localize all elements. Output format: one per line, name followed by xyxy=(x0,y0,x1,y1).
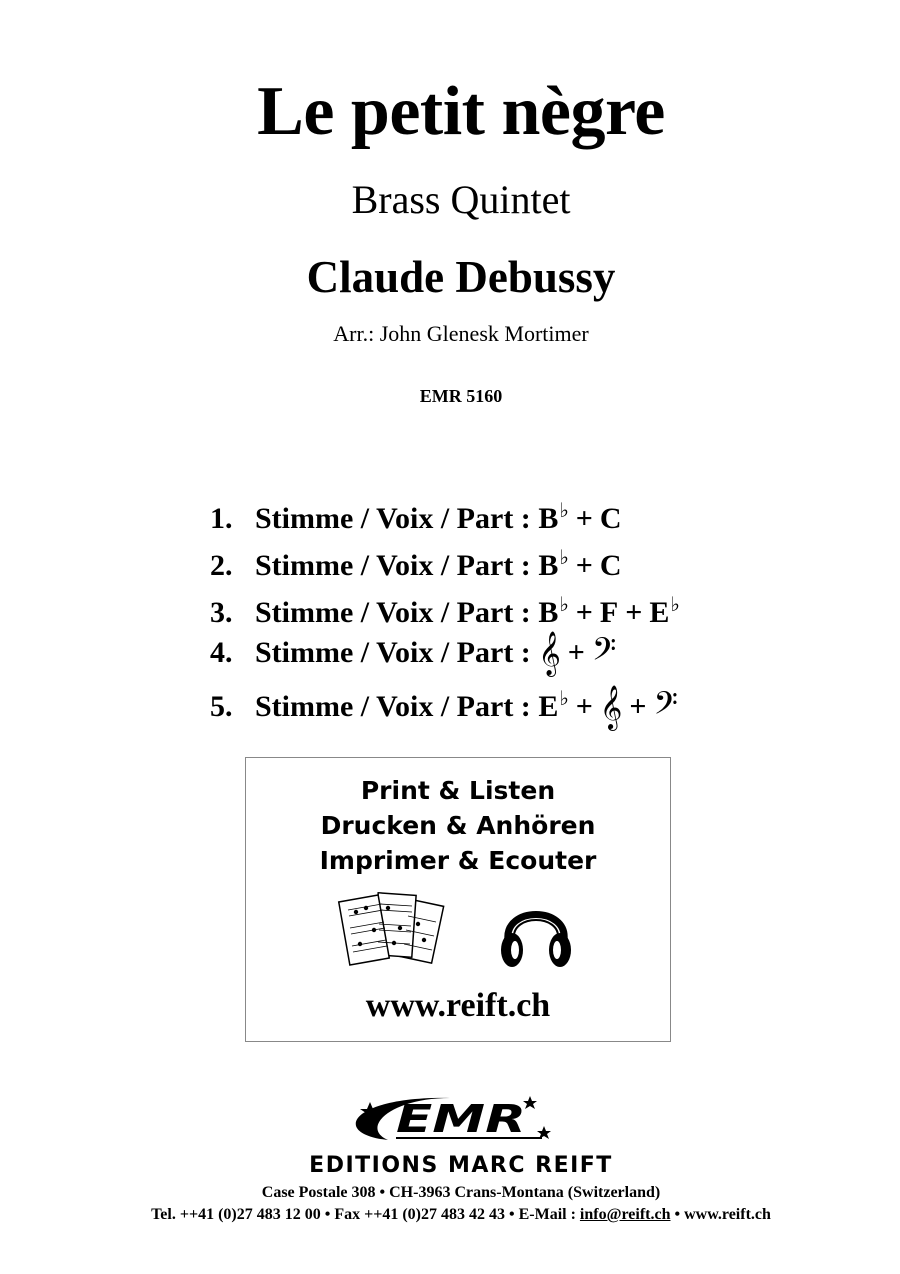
catalog-number: EMR 5160 xyxy=(419,386,503,406)
key-note: E xyxy=(649,596,670,629)
flat-sign-icon: ♭ xyxy=(559,500,569,522)
part-label: Stimme / Voix / Part : xyxy=(255,690,531,723)
composer-name: Claude Debussy xyxy=(306,252,616,302)
part-row xyxy=(210,676,850,729)
piece-title: Le petit nègre xyxy=(257,73,665,150)
promo-line-imprimer-ecouter: Imprimer & Ecouter xyxy=(319,846,597,875)
plus-separator: + xyxy=(625,596,643,629)
ensemble-subtitle: Brass Quintet xyxy=(351,177,571,222)
part-number: 2. xyxy=(210,549,233,582)
contact-email-link[interactable]: info@reift.ch xyxy=(579,1206,671,1223)
plus-separator: + xyxy=(575,690,593,723)
instrument-key xyxy=(538,535,568,589)
flat-sign-icon: ♭ xyxy=(559,594,569,616)
parts-list xyxy=(210,488,850,729)
instrument-key xyxy=(538,582,568,636)
sheet-music-icon xyxy=(336,888,448,972)
bass-clef-icon: 𝄢 xyxy=(591,633,617,675)
arranger-credit: Arr.: John Glenesk Mortimer xyxy=(333,321,589,346)
publisher-name: EDITIONS MARC REIFT xyxy=(309,1153,613,1178)
print-listen-box xyxy=(245,757,671,1042)
promo-line-drucken-anhoren: Drucken & Anhören xyxy=(320,811,596,840)
part-label: Stimme / Voix / Part : xyxy=(255,596,531,629)
part-row xyxy=(210,488,850,535)
key-note: B xyxy=(538,596,559,629)
bass-clef-icon: 𝄢 xyxy=(653,687,678,729)
plus-separator: + xyxy=(575,596,593,629)
instrument-key xyxy=(538,676,568,730)
part-row xyxy=(210,629,850,676)
part-number: 5. xyxy=(210,690,233,723)
flat-sign-icon: ♭ xyxy=(670,594,680,616)
part-number: 4. xyxy=(210,636,233,669)
key-note: B xyxy=(538,549,559,582)
publisher-address: Case Postale 308 • CH-3963 Crans-Montana (Switzerland) xyxy=(261,1184,661,1201)
publisher-contact xyxy=(0,1204,900,1226)
emr-logo-icon xyxy=(330,1090,570,1148)
treble-clef-icon: 𝄞 xyxy=(599,687,623,729)
contact-phone-fax: Tel. ++41 (0)27 483 12 00 • Fax ++41 (0)27 483 42 43 • E-Mail : xyxy=(151,1206,580,1223)
instrument-key xyxy=(538,488,568,542)
key-note: C xyxy=(599,549,622,582)
treble-clef-icon: 𝄞 xyxy=(538,633,561,675)
part-row xyxy=(210,535,850,582)
part-row xyxy=(210,582,850,629)
key-note: C xyxy=(599,502,622,535)
promo-website-url[interactable]: www.reift.ch xyxy=(365,987,551,1024)
plus-separator: + xyxy=(567,636,585,669)
instrument-key xyxy=(649,582,679,636)
plus-separator: + xyxy=(629,690,647,723)
promo-line-print-listen: Print & Listen xyxy=(360,776,556,805)
part-label: Stimme / Voix / Part : xyxy=(255,636,531,669)
plus-separator: + xyxy=(575,549,593,582)
emr-logo-text: EMR xyxy=(396,1097,526,1141)
part-label: Stimme / Voix / Part : xyxy=(255,549,531,582)
part-label: Stimme / Voix / Part : xyxy=(255,502,531,535)
plus-separator: + xyxy=(575,502,593,535)
flat-sign-icon: ♭ xyxy=(559,547,569,569)
flat-sign-icon: ♭ xyxy=(559,688,569,710)
key-note: E xyxy=(538,690,559,723)
key-note: B xyxy=(538,502,559,535)
key-note: F xyxy=(599,596,619,629)
part-number: 3. xyxy=(210,596,233,629)
contact-website[interactable]: • www.reift.ch xyxy=(670,1206,771,1223)
part-number: 1. xyxy=(210,502,233,535)
headphones-icon xyxy=(496,890,576,972)
